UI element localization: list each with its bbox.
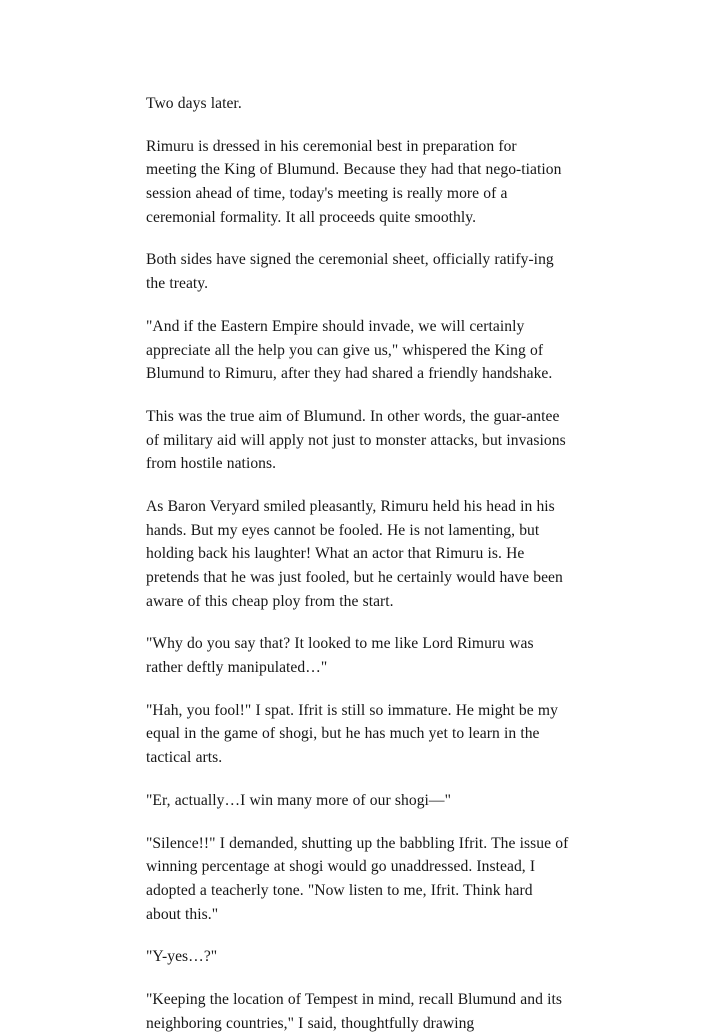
paragraph: Rimuru is dressed in his ceremonial best in preparation for meeting the King of Blumund. Because they had that nego-tiation session ahead of time, today's meeting is really more of a ceremonial formality. It all proceeds quite smoothly. bbox=[146, 137, 562, 226]
paragraph: Both sides have signed the ceremonial sheet, officially ratify-ing the treaty. bbox=[146, 251, 554, 293]
paragraph: As Baron Veryard smiled pleasantly, Rimuru held his head in his hands. But my eyes cannot be fooled. He is not lamenting, but holding back his laughter! What an actor that Rimuru is. He pretends that he was just fooled, but he certainly would have been aware of this cheap ploy from the start. bbox=[146, 497, 563, 610]
paragraph: "Silence!!" I demanded, shutting up the babbling Ifrit. The issue of winning percentage at shogi would go unaddressed. Instead, I adopted a teacherly tone. "Now listen to me, Ifrit. Think hard about this." bbox=[146, 834, 569, 923]
paragraph: "And if the Eastern Empire should invade, we will certainly appreciate all the help you can give us," whispered the King of Blumund to Rimuru, after they had shared a friendly handshake. bbox=[146, 317, 553, 383]
paragraph: "Why do you say that? It looked to me like Lord Rimuru was rather deftly manipulated…" bbox=[146, 635, 534, 677]
paragraph: Two days later. bbox=[146, 95, 242, 112]
paragraph: "Keeping the location of Tempest in mind, recall Blumund and its neighboring countries," I said, thoughtfully drawing bbox=[146, 990, 562, 1032]
paragraph: "Er, actually…I win many more of our shogi—" bbox=[146, 791, 451, 809]
paragraph: This was the true aim of Blumund. In other words, the guar-antee of military aid will apply not just to monster attacks, but invasions from hostile nations. bbox=[146, 407, 566, 473]
text-column bbox=[146, 92, 571, 1035]
paragraph: "Y-yes…?" bbox=[146, 948, 218, 966]
paragraph: "Hah, you fool!" I spat. Ifrit is still so immature. He might be my equal in the game of shogi, but he has much yet to learn in the tactical arts. bbox=[146, 701, 558, 767]
